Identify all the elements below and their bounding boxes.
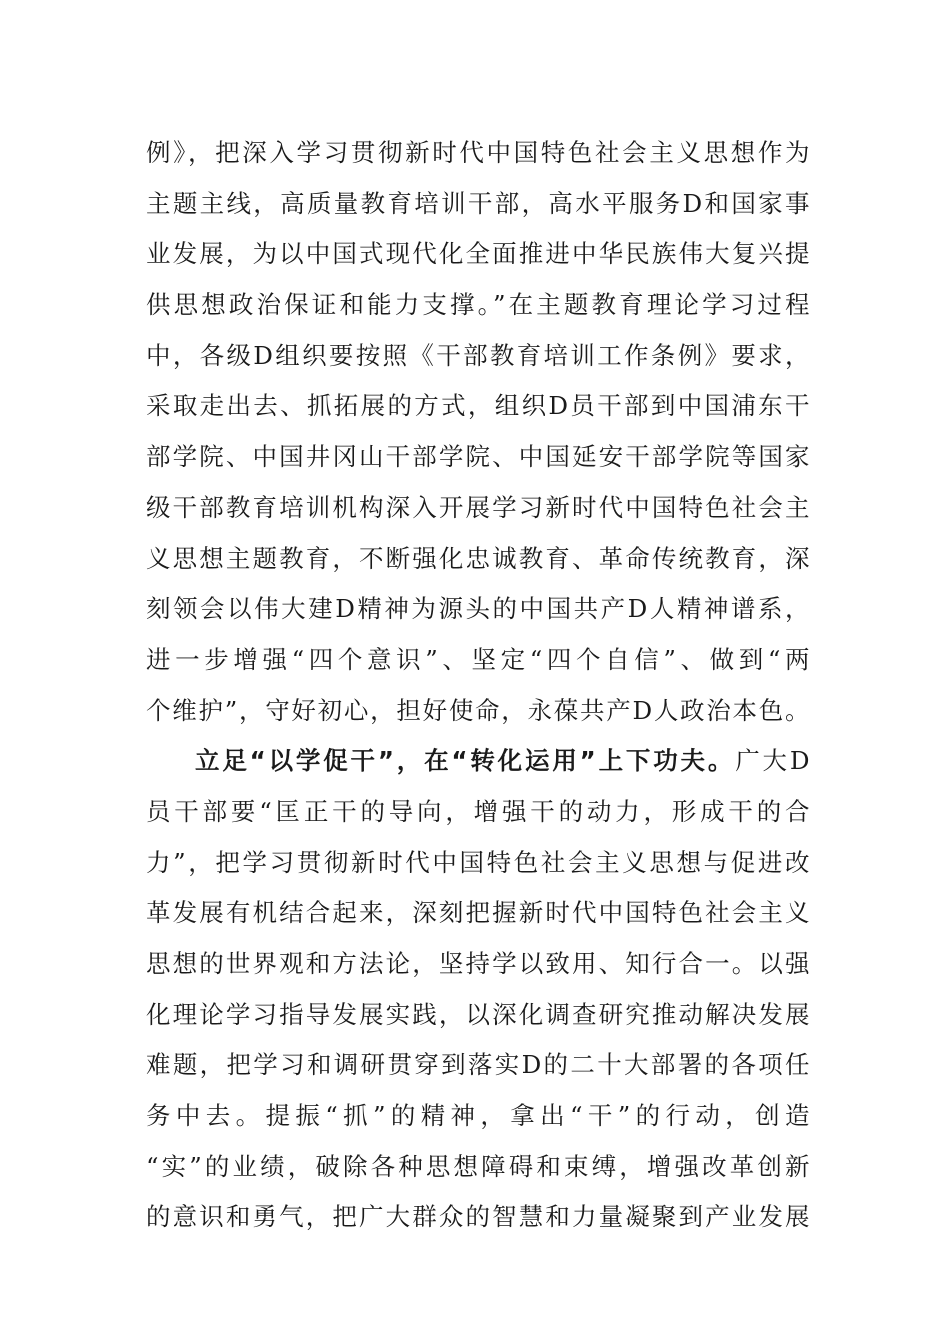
paragraph-line: 难题，把学习和调研贯穿到落实D的二十大部署的各项任 <box>146 1050 810 1080</box>
paragraph-line: 务中去。提振“抓”的精神，拿出“干”的行动，创造 <box>146 1101 810 1131</box>
paragraph-line: 刻领会以伟大建D精神为源头的中国共产D人精神谱系， <box>146 594 810 624</box>
paragraph-line: 供思想政治保证和能力支撑。”在主题教育理论学习过程 <box>146 290 810 320</box>
paragraph-2 <box>146 736 810 1243</box>
paragraph-1 <box>146 128 810 736</box>
paragraph-line: 思想的世界观和方法论，坚持学以致用、知行合一。以强 <box>146 949 810 978</box>
paragraph-line: 力”，把学习贯彻新时代中国特色社会主义思想与促进改 <box>146 847 810 877</box>
paragraph-heading: 立足“以学促干”，在“转化运用”上下功夫。 <box>195 746 736 776</box>
document-body <box>146 128 810 1243</box>
paragraph-line: 采取走出去、抓拓展的方式，组织D员干部到中国浦东干 <box>146 391 810 421</box>
paragraph-line: 业发展，为以中国式现代化全面推进中华民族伟大复兴提 <box>146 239 810 269</box>
paragraph-line: “实”的业绩，破除各种思想障碍和束缚，增强改革创新 <box>146 1151 810 1181</box>
paragraph-line: 主题主线，高质量教育培训干部，高水平服务D和国家事 <box>146 188 810 218</box>
paragraph-line: 中，各级D组织要按照《干部教育培训工作条例》要求， <box>146 340 810 370</box>
paragraph-line: 进一步增强“四个意识”、坚定“四个自信”、做到“两 <box>146 644 810 674</box>
paragraph-line: 员干部要“匡正干的导向，增强干的动力，形成干的合 <box>146 796 810 826</box>
paragraph-line: 个维护”，守好初心，担好使命，永葆共产D人政治本色。 <box>146 695 810 725</box>
paragraph-line: 例》，把深入学习贯彻新时代中国特色社会主义思想作为 <box>146 138 810 167</box>
paragraph-line: 化理论学习指导发展实践，以深化调查研究推动解决发展 <box>146 999 810 1029</box>
paragraph-first-line-rest: 广大D <box>735 746 810 776</box>
paragraph-line: 部学院、中国井冈山干部学院、中国延安干部学院等国家 <box>146 442 810 472</box>
paragraph-line: 级干部教育培训机构深入开展学习新时代中国特色社会主 <box>146 492 810 522</box>
paragraph-line: 义思想主题教育，不断强化忠诚教育、革命传统教育，深 <box>146 543 810 573</box>
paragraph-line: 的意识和勇气，把广大群众的智慧和力量凝聚到产业发展 <box>146 1202 810 1232</box>
paragraph-first-line <box>146 736 810 787</box>
paragraph-line: 革发展有机结合起来，深刻把握新时代中国特色社会主义 <box>146 898 810 928</box>
